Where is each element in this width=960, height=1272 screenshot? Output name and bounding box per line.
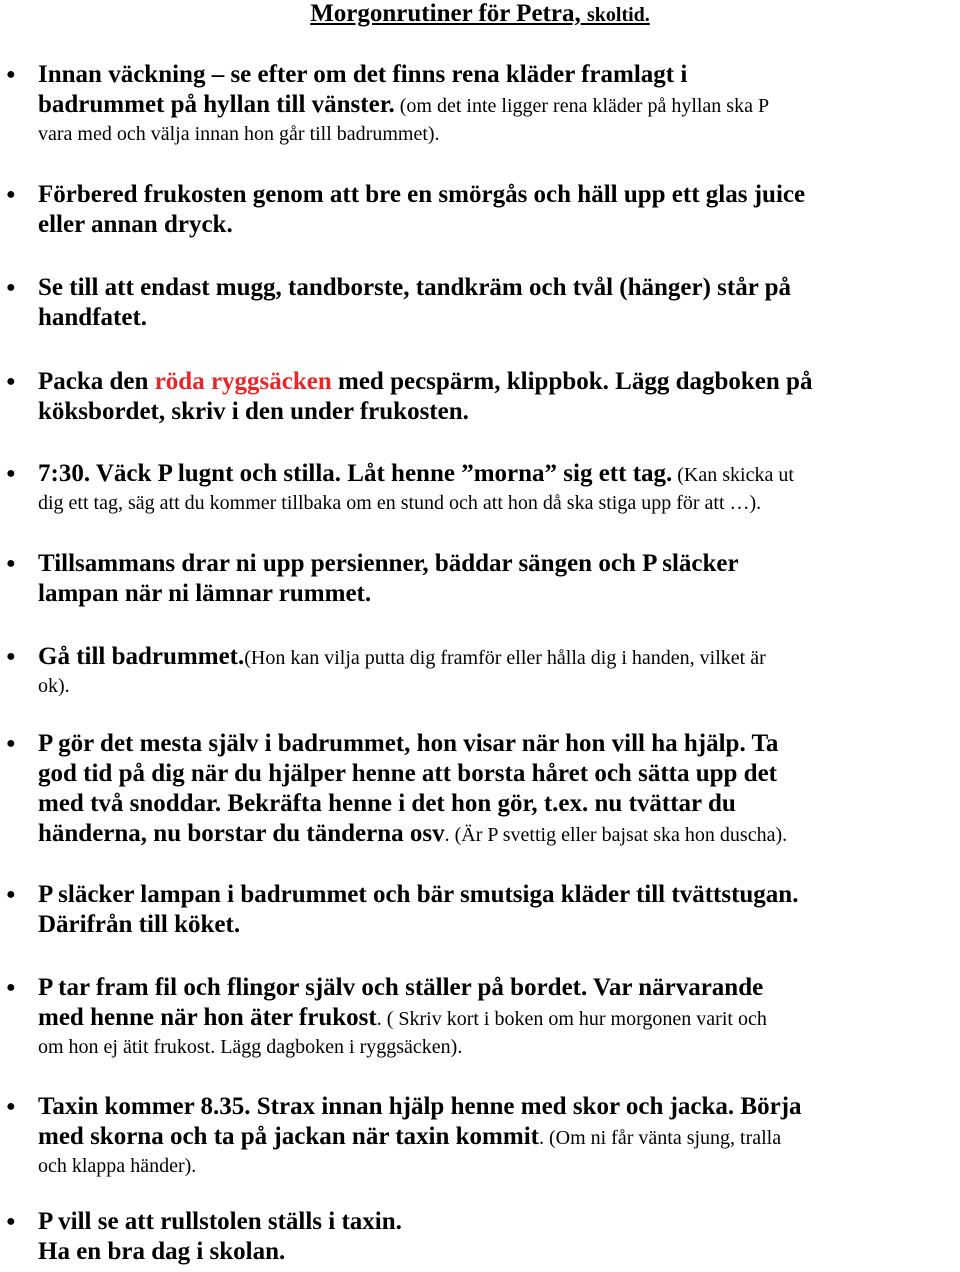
bullet-icon: ●	[6, 735, 16, 752]
list-item-5	[6, 459, 958, 517]
item-3-line-2: handfatet.	[38, 304, 148, 331]
item-4-line-2: köksbordet, skriv i den under frukosten.	[38, 398, 469, 425]
item-4-line-1b: med pecspärm, klippbok. Lägg dagboken på	[331, 368, 813, 395]
list-item-6	[6, 549, 958, 609]
bullet-icon: ●	[6, 555, 16, 572]
bullet-icon: ●	[6, 648, 16, 665]
list-item-8	[6, 729, 958, 850]
item-10-line-1: P tar fram fil och flingor själv och ställer på bordet. Var närvarande	[38, 974, 764, 1001]
item-8-line-4-normal: . (Är P svettig eller bajsat ska hon duscha).	[444, 824, 788, 846]
bullet-icon: ●	[6, 186, 16, 203]
item-5-line-1-normal: (Kan skicka ut	[672, 464, 794, 486]
item-7-line-2: ok).	[38, 675, 70, 697]
list-item-1	[6, 60, 958, 148]
item-8-line-4-bold: händerna, nu borstar du tänderna osv	[38, 820, 445, 847]
list-item-11	[6, 1092, 958, 1180]
item-12-line-2: Ha en bra dag i skolan.	[38, 1238, 286, 1265]
bullet-icon: ●	[6, 279, 16, 296]
item-12-line-1: P vill se att rullstolen ställs i taxin.	[38, 1208, 402, 1235]
item-10-line-3: om hon ej ätit frukost. Lägg dagboken i ryggsäcken).	[38, 1036, 463, 1058]
item-2-line-2: eller annan dryck.	[38, 211, 233, 238]
list-item-4	[6, 367, 958, 427]
list-item-2	[6, 180, 958, 240]
item-10-line-2-bold: med henne när hon äter frukost	[38, 1004, 377, 1031]
list-item-7	[6, 642, 958, 700]
title-sub: skoltid.	[586, 4, 650, 26]
item-1-line-2-normal: (om det inte ligger rena kläder på hyllan ska P	[394, 95, 770, 117]
item-6-line-1: Tillsammans drar ni upp persienner, bäddar sängen och P släcker	[38, 550, 739, 577]
item-8-line-2: god tid på dig när du hjälper henne att borsta håret och sätta upp det	[38, 760, 778, 787]
list-item-3	[6, 273, 958, 333]
bullet-icon: ●	[6, 979, 16, 996]
page-title	[0, 0, 960, 29]
item-10-line-2-normal: . ( Skriv kort i boken om hur morgonen varit och	[376, 1008, 767, 1030]
item-2-line-1: Förbered frukosten genom att bre en smörgås och häll upp ett glas juice	[38, 181, 806, 208]
item-3-line-1: Se till att endast mugg, tandborste, tandkräm och tvål (hänger) står på	[38, 274, 792, 301]
item-7-line-1-bold: Gå till badrummet.	[38, 643, 245, 670]
title-main: Morgonrutiner för Petra,	[310, 0, 581, 27]
item-5-line-2: dig ett tag, säg att du kommer tillbaka om en stund och att hon då ska stiga upp för att …).	[38, 492, 762, 514]
bullet-icon: ●	[6, 1213, 16, 1230]
bullet-icon: ●	[6, 886, 16, 903]
list-item-12	[6, 1207, 958, 1267]
item-8-line-3: med två snoddar. Bekräfta henne i det hon gör, t.ex. nu tvättar du	[38, 790, 736, 817]
item-11-line-1: Taxin kommer 8.35. Strax innan hjälp henne med skor och jacka. Börja	[38, 1093, 802, 1120]
bullet-icon: ●	[6, 465, 16, 482]
list-item-9	[6, 880, 958, 940]
item-4-red-text: röda ryggsäcken	[154, 368, 332, 395]
bullet-icon: ●	[6, 1098, 16, 1115]
item-9-line-2: Därifrån till köket.	[38, 911, 241, 938]
item-11-line-3: och klappa händer).	[38, 1155, 197, 1177]
item-9-line-1: P släcker lampan i badrummet och bär smutsiga kläder till tvättstugan.	[38, 881, 799, 908]
item-1-line-2-bold: badrummet på hyllan till vänster.	[38, 91, 395, 118]
item-1-line-3: vara med och välja innan hon går till badrummet).	[38, 123, 440, 145]
item-1-line-1: Innan väckning – se efter om det finns rena kläder framlagt i	[38, 61, 688, 88]
item-4-line-1a: Packa den	[38, 368, 155, 395]
bullet-icon: ●	[6, 66, 16, 83]
item-8-line-1: P gör det mesta själv i badrummet, hon visar när hon vill ha hjälp. Ta	[38, 730, 779, 757]
item-6-line-2: lampan när ni lämnar rummet.	[38, 580, 372, 607]
list-item-10	[6, 973, 958, 1061]
bullet-icon: ●	[6, 373, 16, 390]
item-11-line-2-bold: med skorna och ta på jackan när taxin kommit	[38, 1123, 539, 1150]
item-5-line-1-bold: 7:30. Väck P lugnt och stilla. Låt henne ”morna” sig ett tag.	[38, 460, 673, 487]
item-11-line-2-normal: . (Om ni får vänta sjung, tralla	[538, 1127, 782, 1149]
item-7-line-1-normal: (Hon kan vilja putta dig framför eller hålla dig i handen, vilket är	[244, 647, 766, 669]
